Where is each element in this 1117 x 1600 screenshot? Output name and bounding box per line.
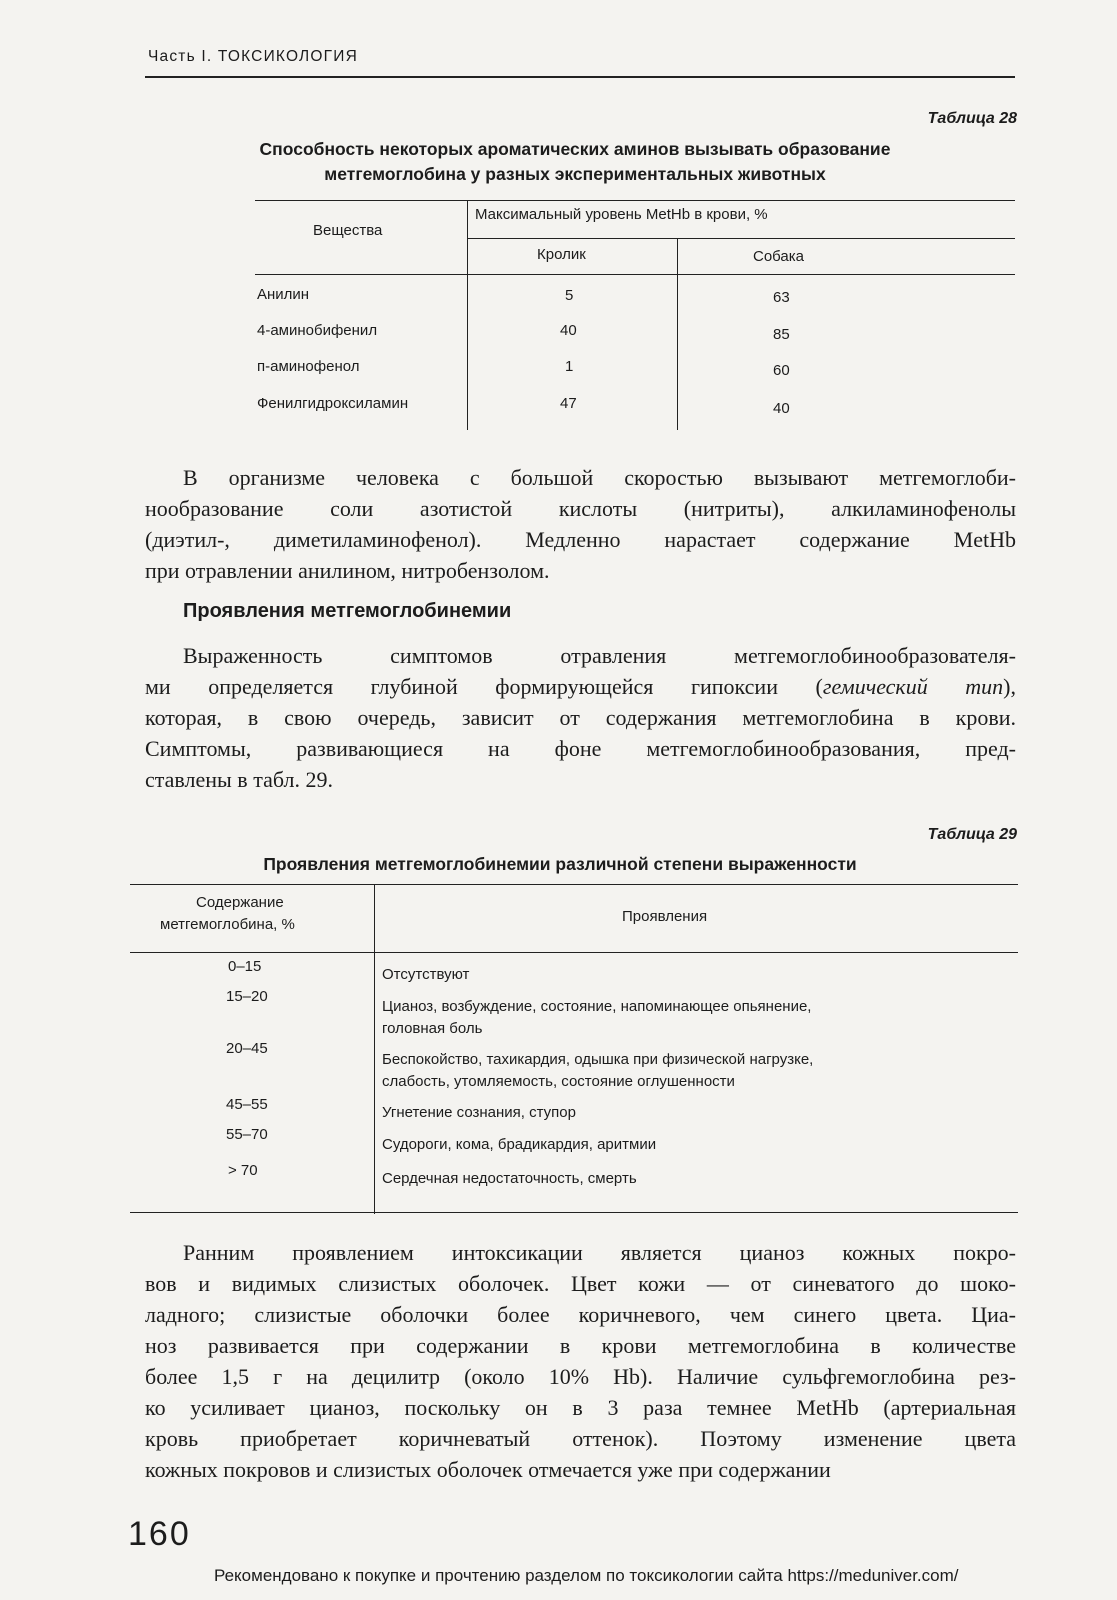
row-1-substance: Анилин: [257, 286, 310, 303]
table-28: [255, 200, 1015, 430]
row-6-range: > 70: [228, 1162, 258, 1179]
paragraph-1-line4: при отравлении анилином, нитробензолом.: [145, 558, 550, 583]
row-1-dog: 63: [773, 289, 790, 306]
table-28-divider-2: [677, 238, 678, 430]
paragraph-2-line3: которая, в свою очередь, зависит от содержания метгемоглобина в крови.: [145, 705, 1016, 730]
table-28-title: [130, 137, 1020, 187]
table-29-top-rule: [130, 884, 1018, 885]
paragraph-2-line5: ставлены в табл. 29.: [145, 767, 333, 792]
col-rabbit-header: Кролик: [537, 246, 586, 263]
row-2-manifest-line1: Цианоз, возбуждение, состояние, напоминающее опьянение,: [382, 998, 812, 1015]
col-group-header: Максимальный уровень MetHb в крови, %: [475, 206, 768, 223]
paragraph-2-line2-start: ми определяется глубиной формирующейся гипоксии (: [145, 674, 823, 699]
running-head: Часть I. ТОКСИКОЛОГИЯ: [148, 48, 359, 65]
table-29-bottom-rule: [130, 1212, 1018, 1213]
row-2-rabbit: 40: [560, 322, 577, 339]
row-3-manifest-line1: Беспокойство, тахикардия, одышка при физической нагрузке,: [382, 1051, 814, 1068]
row-2-range: 15–20: [226, 988, 268, 1005]
paragraph-1-line2: нообразование соли азотистой кислоты (нитриты), алкиламинофенолы: [145, 496, 1016, 521]
table-28-group-rule: [467, 238, 1015, 239]
paragraph-2-line2-italic: гемический тип: [822, 674, 1004, 699]
paragraph-3-line2: вов и видимых слизистых оболочек. Цвет кожи — от синеватого до шоко-: [145, 1271, 1016, 1296]
paragraph-2-line2-end: ),: [1003, 674, 1016, 699]
table-28-header-rule: [255, 274, 1015, 275]
row-3-dog: 60: [773, 362, 790, 379]
paragraph-3-line5: более 1,5 г на децилитр (около 10% Hb). Наличие сульфгемоглобина рез-: [145, 1364, 1016, 1389]
paragraph-1: [145, 462, 1016, 586]
row-4-range: 45–55: [226, 1096, 268, 1113]
col-dog-header: Собака: [753, 248, 804, 265]
col-manifest-header: Проявления: [622, 908, 708, 925]
row-1-rabbit: 5: [565, 287, 574, 304]
row-1-range: 0–15: [228, 958, 262, 975]
row-3-substance: п-аминофенол: [257, 358, 360, 375]
col-substance-header: Вещества: [313, 222, 383, 239]
table-29: [130, 884, 1018, 1214]
table-29-header-rule: [130, 952, 1018, 953]
paragraph-3-line4: ноз развивается при содержании в крови метгемоглобина в количестве: [145, 1333, 1016, 1358]
page-number: 160: [128, 1515, 191, 1553]
paragraph-3-line1: Ранним проявлением интоксикации является цианоз кожных покро-: [183, 1240, 1016, 1265]
paragraph-3: [145, 1237, 1016, 1485]
paragraph-3-line8: кожных покровов и слизистых оболочек отмечается уже при содержании: [145, 1457, 831, 1482]
table-29-caption: Таблица 29: [927, 826, 1017, 843]
section-heading: Проявления метгемоглобинемии: [183, 600, 512, 622]
row-3-manifest-line2: слабость, утомляемость, состояние оглушенности: [382, 1073, 735, 1090]
row-4-substance: Фенилгидроксиламин: [257, 395, 409, 412]
paragraph-2-line1: Выраженность симптомов отравления метгемоглобинообразователя-: [183, 643, 1016, 668]
paragraph-3-line3: ладного; слизистые оболочки более коричневого, чем синего цвета. Циа-: [145, 1302, 1016, 1327]
paragraph-1-line3: (диэтил-, диметиламинофенол). Медленно нарастает содержание MetHb: [145, 527, 1016, 552]
row-3-range: 20–45: [226, 1040, 268, 1057]
paragraph-2-line4: Симптомы, развивающиеся на фоне метгемоглобинообразования, пред-: [145, 736, 1016, 761]
row-4-dog: 40: [773, 400, 790, 417]
row-2-substance: 4-аминобифенил: [257, 322, 378, 339]
row-4-manifest: Угнетение сознания, ступор: [382, 1104, 576, 1121]
header-rule: [145, 76, 1015, 78]
table-28-divider-1: [467, 200, 468, 430]
footer-note: Рекомендовано к покупке и прочтению разделом по токсикологии сайта https://meduniver.com/: [214, 1566, 959, 1585]
paragraph-3-line7: кровь приобретает коричневатый оттенок). Поэтому изменение цвета: [145, 1426, 1016, 1451]
col-content-header-line2: метгемоглобина, %: [160, 916, 295, 933]
table-28-title-line2: метгемоглобина у разных экспериментальных животных: [324, 164, 826, 184]
row-2-manifest-line2: головная боль: [382, 1020, 483, 1037]
paragraph-2-line2: [145, 671, 1016, 702]
paragraph-2: [145, 640, 1016, 795]
table-29-title: Проявления метгемоглобинемии различной степени выраженности: [263, 854, 857, 874]
row-5-manifest: Судороги, кома, брадикардия, аритмии: [382, 1136, 657, 1153]
row-6-manifest: Сердечная недостаточность, смерть: [382, 1170, 637, 1187]
table-29-divider: [374, 884, 375, 1214]
row-5-range: 55–70: [226, 1126, 268, 1143]
row-2-dog: 85: [773, 326, 790, 343]
paragraph-3-line6: ко усиливает цианоз, поскольку он в 3 раза темнее MetHb (артериальная: [145, 1395, 1016, 1420]
table-28-title-line1: Способность некоторых ароматических аминов вызывать образование: [259, 139, 891, 159]
paragraph-1-line1: В организме человека с большой скоростью вызывают метгемоглоби-: [183, 465, 1016, 490]
row-1-manifest: Отсутствуют: [382, 966, 470, 983]
table-28-top-rule: [255, 200, 1015, 201]
row-3-rabbit: 1: [565, 358, 574, 375]
table-28-caption: Таблица 28: [927, 110, 1017, 127]
col-content-header-line1: Содержание: [196, 894, 284, 911]
row-4-rabbit: 47: [560, 395, 577, 412]
